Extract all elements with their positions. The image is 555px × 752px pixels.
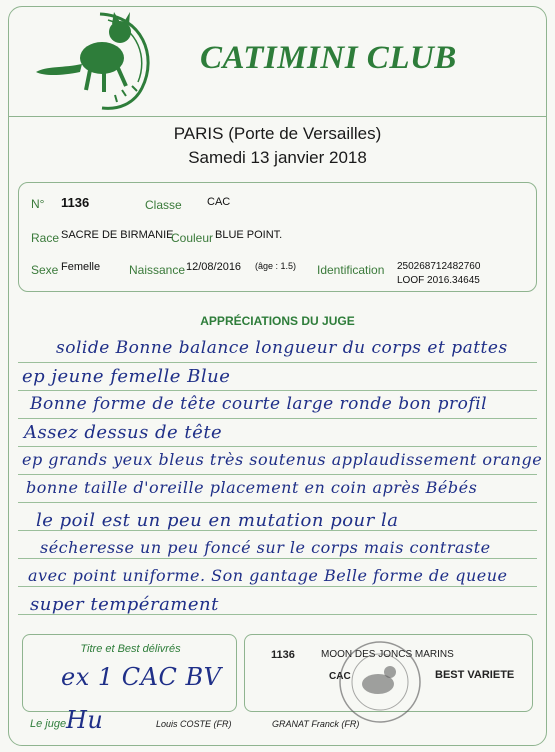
identification-value: 250268712482760 (397, 261, 481, 272)
sexe-label: Sexe (31, 263, 59, 277)
entry-info-box (18, 182, 537, 292)
sexe-value: Femelle (61, 261, 101, 273)
ruled-line (18, 418, 537, 419)
classe-label: Classe (145, 198, 182, 212)
naissance-label: Naissance (129, 263, 186, 277)
appreciation-line: ep jeune femelle Blue (22, 366, 231, 387)
ruled-line (18, 586, 537, 587)
stamp-box-number: 1136 (271, 649, 295, 661)
ruled-line (18, 390, 537, 391)
appreciation-line: Assez dessus de tête (24, 422, 223, 443)
appreciation-line: super tempérament (30, 594, 219, 615)
cat-on-moon-logo-icon (30, 6, 162, 114)
appreciation-line: solide Bonne balance longueur du corps et pattes (56, 338, 508, 358)
ruled-line (18, 474, 537, 475)
cac-label: CAC (329, 671, 351, 682)
judge-signature: Hu (66, 706, 104, 734)
entry-number: 1136 (61, 195, 90, 210)
event-place: PARIS (Porte de Versailles) (173, 124, 382, 143)
couleur-label: Couleur (171, 231, 214, 245)
number-label: N° (31, 197, 45, 211)
appreciation-line: avec point uniforme. Son gantage Belle forme de queue (28, 566, 508, 585)
appreciation-line: Bonne forme de tête courte large ronde bon profil (30, 394, 488, 414)
appreciations-title: APPRÉCIATIONS DU JUGE (200, 314, 355, 328)
naissance-value: 12/08/2016 (186, 261, 242, 273)
awards-handwritten: ex 1 CAC BV (61, 663, 222, 691)
ruled-line (18, 558, 537, 559)
appreciation-line: le poil est un peu en mutation pour la (36, 510, 399, 531)
club-name: CATIMINI CLUB (200, 40, 457, 76)
classe-value: CAC (207, 196, 231, 208)
second-judge-name: GRANAT Franck (FR) (272, 719, 360, 729)
ruled-line (18, 446, 537, 447)
event-date: Samedi 13 janvier 2018 (188, 148, 367, 167)
race-value: SACRE DE BIRMANIE (61, 229, 174, 241)
judge-name: Louis COSTE (FR) (156, 719, 232, 729)
awards-title: Titre et Best délivrés (80, 643, 181, 655)
best-variete-label: BEST VARIETE (435, 669, 515, 681)
catimini-club-stamp-icon (328, 636, 432, 732)
header-divider (8, 116, 547, 117)
awards-box (22, 634, 237, 712)
age-value: (âge : 1.5) (255, 261, 297, 271)
appreciation-line: ep grands yeux bleus très soutenus applaudissement orange (22, 450, 543, 469)
couleur-value: BLUE POINT. (215, 229, 283, 241)
judge-label: Le juge : (30, 718, 73, 730)
ruled-line (18, 362, 537, 363)
ruled-line (18, 502, 537, 503)
appreciation-line: sécheresse un peu foncé sur le corps mais contraste (40, 538, 491, 557)
identification-label: Identification (317, 263, 385, 277)
loof-value: LOOF 2016.34645 (397, 275, 480, 286)
cat-name: MOON DES JONCS MARINS (321, 649, 454, 660)
appreciation-line: bonne taille d'oreille placement en coin après Bébés (26, 478, 478, 497)
race-label: Race (31, 231, 60, 245)
